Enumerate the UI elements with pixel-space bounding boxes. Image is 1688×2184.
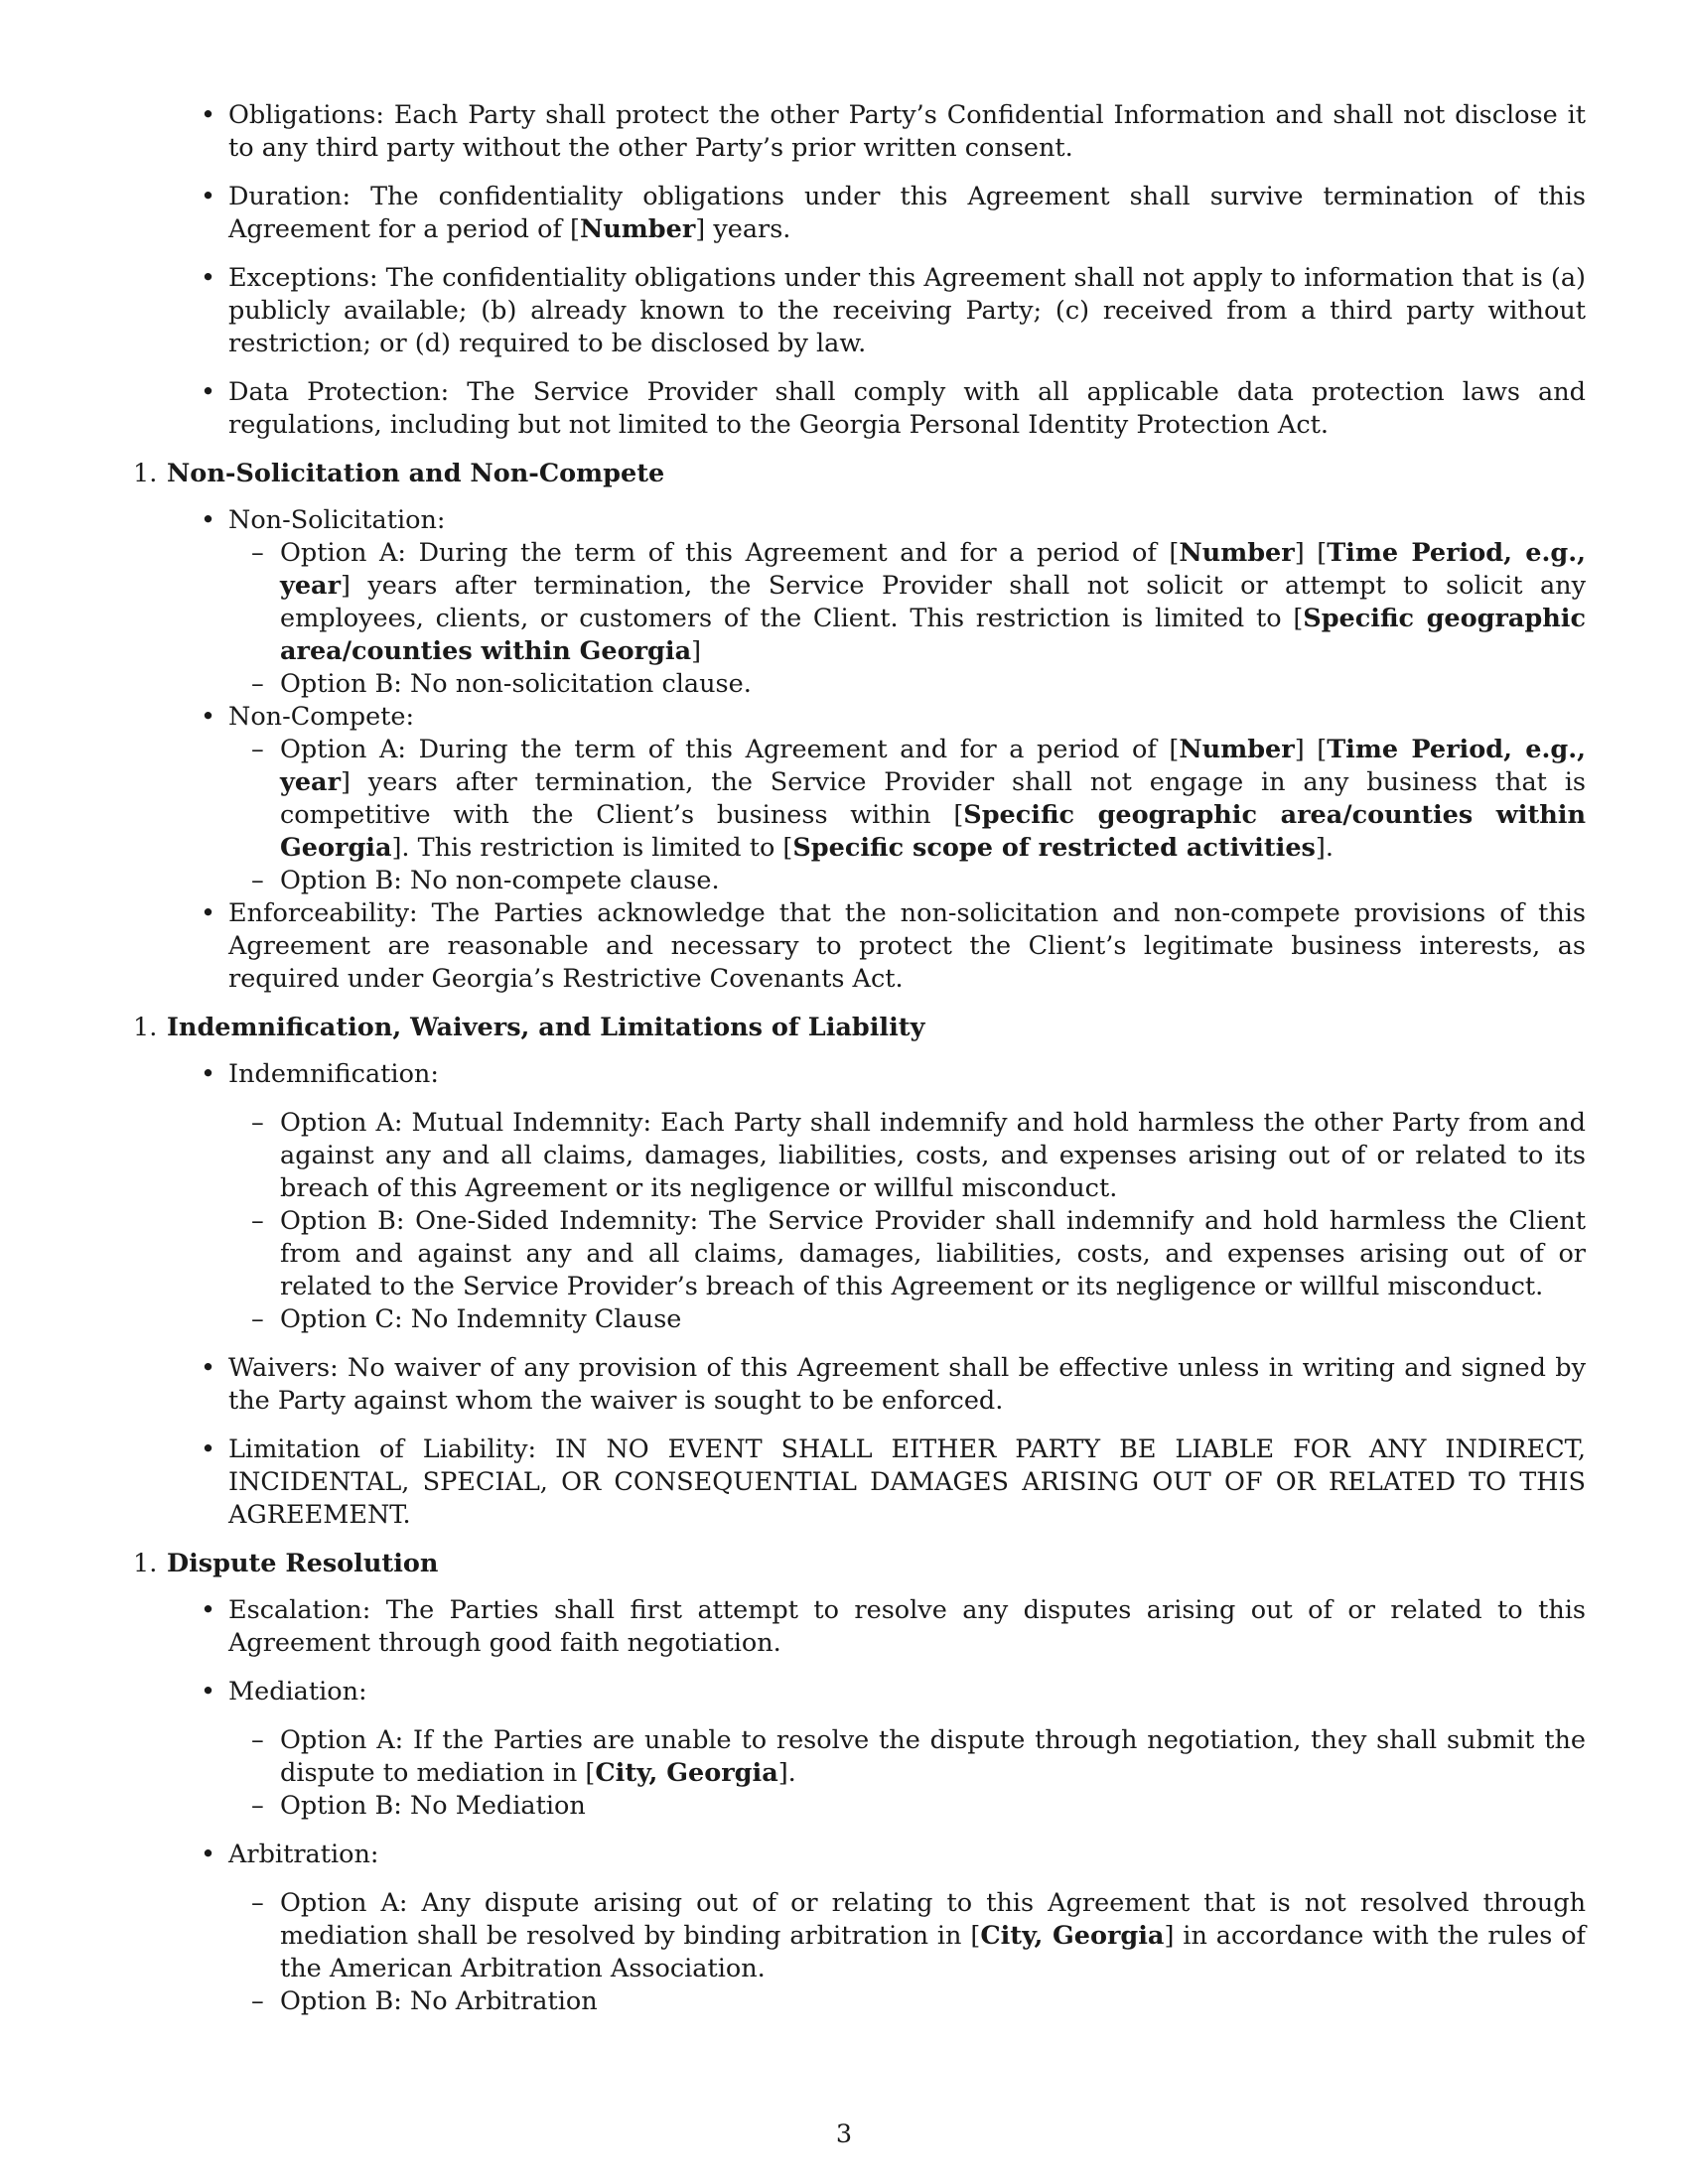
text-run: Option B: No Arbitration [280,1986,598,2016]
dash-icon: – [251,538,264,568]
sub-option-item [251,1790,1586,1823]
sub-option-item [251,734,1586,865]
bullet-item [201,376,1586,442]
text-run: Limitation of Liability: IN NO EVENT SHALL EITHER PARTY BE LIABLE FOR ANY INDIRECT, INCIDENTAL, SPECIAL, OR CONSEQUENTIAL DAMAGES ARISING OUT OF OR RELATED TO THIS AGREEMENT. [228,1434,1586,1530]
bullet-icon: • [201,702,216,732]
bullet-icon: • [201,1353,216,1383]
bullet-item [201,1676,1586,1708]
bullet-item [201,262,1586,360]
bullet-icon: • [201,377,216,407]
text-run: Arbitration: [228,1840,379,1869]
dash-icon: – [251,1304,264,1334]
text-run: ] [691,636,702,666]
text-run: Escalation: The Parties shall first attempt to resolve any disputes arising out of or related to this Agreement through good faith negotiation. [228,1595,1586,1658]
text-run: Option A: Any dispute arising out of or relating to this Agreement that is not resolved through mediation shall be resolved by binding arbitration in [ [280,1888,1586,1951]
bullet-item [201,1594,1586,1660]
bullet-item [201,701,1586,734]
sub-option-item [251,1303,1586,1336]
placeholder-field: City, Georgia [595,1758,778,1788]
bullet-icon: • [201,505,216,535]
placeholder-field: Specific geographic area/counties within Georgia [280,800,1586,863]
text-run: ]. [777,1758,796,1788]
placeholder-field: City, Georgia [980,1921,1165,1951]
text-run: Option B: No Mediation [280,1791,586,1821]
text-run: Duration: The confidentiality obligations under this Agreement shall survive termination of this Agreement for a period of [ [228,182,1586,244]
dash-icon: – [251,669,264,699]
bullet-icon: • [201,898,216,928]
document-body [0,99,1688,2018]
placeholder-field: Time Period, e.g., year [280,538,1586,601]
sub-option-item [251,1887,1586,1985]
bullet-icon: • [201,1059,216,1089]
sub-option-item [251,1985,1586,2018]
dash-icon: – [251,1791,264,1821]
text-run: Obligations: Each Party shall protect the other Party’s Confidential Information and shall not disclose it to any third party without the other Party’s prior written consent. [228,100,1586,163]
sub-option-item [251,865,1586,897]
page-number: 3 [835,2119,853,2149]
dash-icon: – [251,866,264,895]
section-heading [133,1548,1586,1580]
bullet-icon: • [201,263,216,293]
bullet-icon: • [201,1840,216,1869]
text-run: Waivers: No waiver of any provision of this Agreement shall be effective unless in writing and signed by the Party against whom the waiver is sought to be enforced. [228,1353,1586,1416]
sub-option-item [251,1205,1586,1303]
text-run: Enforceability: The Parties acknowledge that the non-solicitation and non-compete provisions of this Agreement are reasonable and necessary to protect the Client’s legitimate business interests, as required under Georgia’s Restrictive Covenants Act. [228,898,1586,994]
text-run: Non-Compete: [228,702,415,732]
section-number: 1. [133,1549,158,1578]
text-run: Option B: One-Sided Indemnity: The Service Provider shall indemnify and hold harmless the Client from and against any and all claims, damages, liabilities, costs, and expenses arising out of or related to the Service Provider’s breach of this Agreement or its negligence or willful misconduct. [280,1206,1586,1301]
bullet-icon: • [201,1677,216,1706]
text-run: Option A: Mutual Indemnity: Each Party shall indemnify and hold harmless the other Party from and against any and all claims, damages, liabilities, costs, and expenses arising out of or related to its breach of this Agreement or its negligence or willful misconduct. [280,1108,1586,1203]
dash-icon: – [251,1206,264,1236]
text-run: Option C: No Indemnity Clause [280,1304,682,1334]
text-run: ] [ [1294,538,1328,568]
text-run: ] in accordance with the rules of the American Arbitration Association. [280,1921,1586,1983]
placeholder-field: Time Period, e.g., year [280,735,1586,797]
bullet-icon: • [201,1434,216,1464]
dash-icon: – [251,1725,264,1755]
text-run: ] years after termination, the Service Provider shall not engage in any business that is competitive with the Client’s business within [ [280,767,1586,830]
text-run: Option B: No non-compete clause. [280,866,720,895]
dash-icon: – [251,735,264,764]
placeholder-field: Specific geographic area/counties within Georgia [280,604,1586,666]
text-run: Option A: During the term of this Agreement and for a period of [ [280,735,1180,764]
bullet-icon: • [201,100,216,130]
bullet-item [201,897,1586,996]
bullet-item [201,1433,1586,1532]
text-run: ] years after termination, the Service Provider shall not solicit or attempt to solicit any employees, clients, or customers of the Client. This restriction is limited to [ [280,571,1586,633]
dash-icon: – [251,1888,264,1918]
bullet-icon: • [201,182,216,211]
section-number: 1. [133,459,158,488]
bullet-item [201,504,1586,537]
text-run: ] [ [1294,735,1328,764]
sub-option-item [251,1724,1586,1790]
sub-option-item [251,537,1586,668]
text-run: Dispute Resolution [167,1549,439,1578]
text-run: Indemnification: [228,1059,439,1089]
bullet-icon: • [201,1595,216,1625]
placeholder-field: Specific scope of restricted activities [792,833,1316,863]
placeholder-field: Number [579,214,696,244]
bullet-item [201,1839,1586,1871]
text-run: ]. [1315,833,1334,863]
dash-icon: – [251,1108,264,1138]
text-run: Data Protection: The Service Provider shall comply with all applicable data protection laws and regulations, including but not limited to the Georgia Personal Identity Protection Act. [228,377,1586,440]
text-run: Indemnification, Waivers, and Limitations of Liability [167,1013,925,1042]
text-run: ] years. [695,214,791,244]
bullet-item [201,99,1586,165]
text-run: ]. This restriction is limited to [ [391,833,793,863]
text-run: Mediation: [228,1677,367,1706]
section-heading [133,458,1586,490]
placeholder-field: Number [1179,538,1295,568]
text-run: Non-Solicitation: [228,505,446,535]
sub-option-item [251,668,1586,701]
sub-option-item [251,1107,1586,1205]
bullet-item [201,181,1586,246]
text-run: Option A: If the Parties are unable to resolve the dispute through negotiation, they shall submit the dispute to mediation in [ [280,1725,1586,1788]
bullet-item [201,1352,1586,1418]
text-run: Exceptions: The confidentiality obligations under this Agreement shall not apply to information that is (a) publicly available; (b) already known to the receiving Party; (c) received from a third party without restriction; or (d) required to be disclosed by law. [228,263,1586,358]
section-number: 1. [133,1013,158,1042]
bullet-item [201,1058,1586,1091]
text-run: Option A: During the term of this Agreement and for a period of [ [280,538,1180,568]
dash-icon: – [251,1986,264,2016]
placeholder-field: Number [1179,735,1295,764]
text-run: Non-Solicitation and Non-Compete [167,459,665,488]
section-heading [133,1012,1586,1044]
text-run: Option B: No non-solicitation clause. [280,669,752,699]
